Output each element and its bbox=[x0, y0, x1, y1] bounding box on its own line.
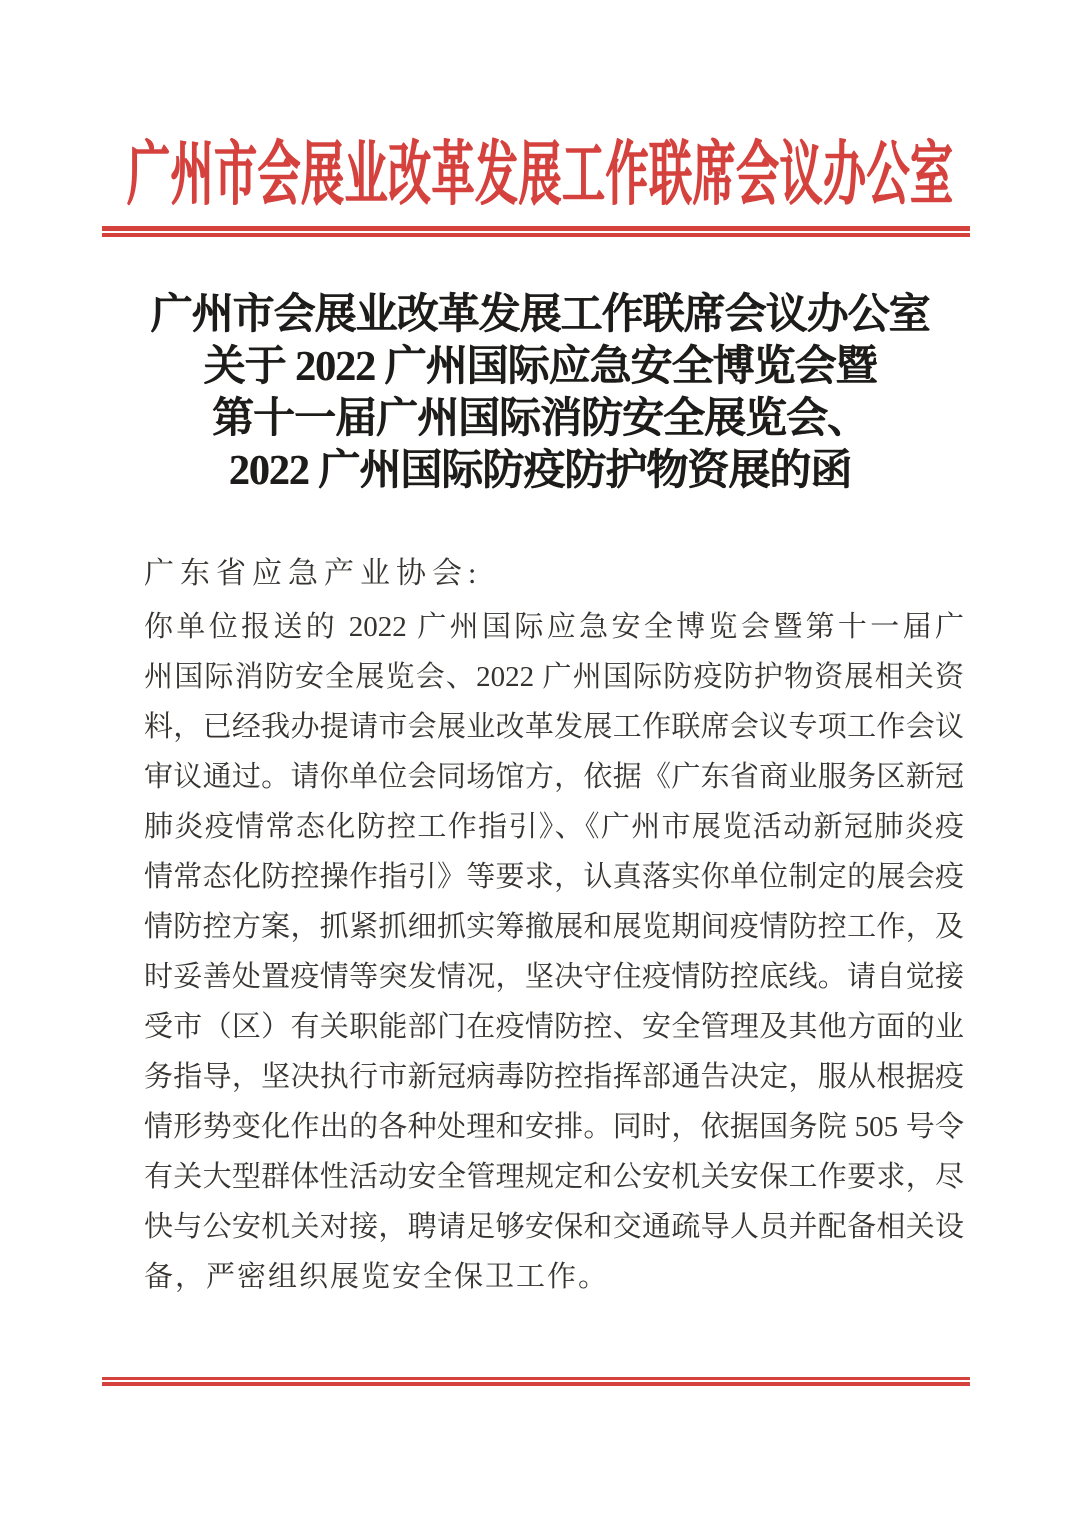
letter-body-line: 情防控方案，抓紧抓细抓实筹撤展和展览期间疫情防控工作，及 bbox=[144, 911, 964, 943]
letter-body-line: 审议通过。请你单位会同场馆方，依据《广东省商业服务区新冠 bbox=[144, 761, 964, 793]
letter-body-line: 时妥善处置疫情等突发情况，坚决守住疫情防控底线。请自觉接 bbox=[144, 961, 964, 993]
letter-body-line: 你单位报送的 2022 广州国际应急安全博览会暨第十一届广 bbox=[144, 611, 964, 643]
letter-body-line: 料，已经我办提请市会展业改革发展工作联席会议专项工作会议 bbox=[144, 711, 964, 743]
document-title-line: 2022 广州国际防疫防护物资展的函 bbox=[228, 448, 852, 494]
salutation: 广东省应急产业协会: bbox=[144, 557, 483, 590]
rule-line-thick bbox=[102, 226, 970, 231]
double-rule-bottom bbox=[102, 1377, 970, 1386]
letter-body-line: 务指导，坚决执行市新冠病毒防控指挥部通告决定，服从根据疫 bbox=[144, 1061, 964, 1093]
letter-body-line: 受市（区）有关职能部门在疫情防控、安全管理及其他方面的业 bbox=[144, 1011, 964, 1043]
letter-body-line: 情常态化防控操作指引》等要求，认真落实你单位制定的展会疫 bbox=[144, 861, 964, 893]
letterhead-title: 广州市会展业改革发展工作联席会议办公室 bbox=[126, 138, 954, 215]
letter-body bbox=[144, 602, 964, 1302]
letter-body-line: 州国际消防安全展览会、2022 广州国际防疫防护物资展相关资 bbox=[144, 661, 964, 693]
letter-body-line: 快与公安机关对接，聘请足够安保和交通疏导人员并配备相关设 bbox=[144, 1211, 964, 1243]
letter-body-line: 备，严密组织展览安全保卫工作。 bbox=[144, 1261, 610, 1293]
letter-body-line: 情形势变化作出的各种处理和安排。同时，依据国务院 505 号令 bbox=[144, 1111, 964, 1143]
document-title-line: 关于 2022 广州国际应急安全博览会暨 bbox=[203, 344, 877, 390]
letter-body-line: 肺炎疫情常态化防控工作指引》、《广州市展览活动新冠肺炎疫 bbox=[144, 811, 964, 843]
document-title-line: 第十一届广州国际消防安全展览会、 bbox=[211, 396, 868, 442]
document-title-line: 广州市会展业改革发展工作联席会议办公室 bbox=[150, 292, 930, 338]
rule-line-thin bbox=[102, 233, 970, 237]
letter-body-line: 有关大型群体性活动安全管理规定和公安机关安保工作要求，尽 bbox=[144, 1161, 964, 1193]
rule-line-thick bbox=[102, 1382, 970, 1386]
rule-line-thin bbox=[102, 1377, 970, 1380]
double-rule-top bbox=[102, 226, 970, 237]
document-title bbox=[0, 289, 1080, 497]
